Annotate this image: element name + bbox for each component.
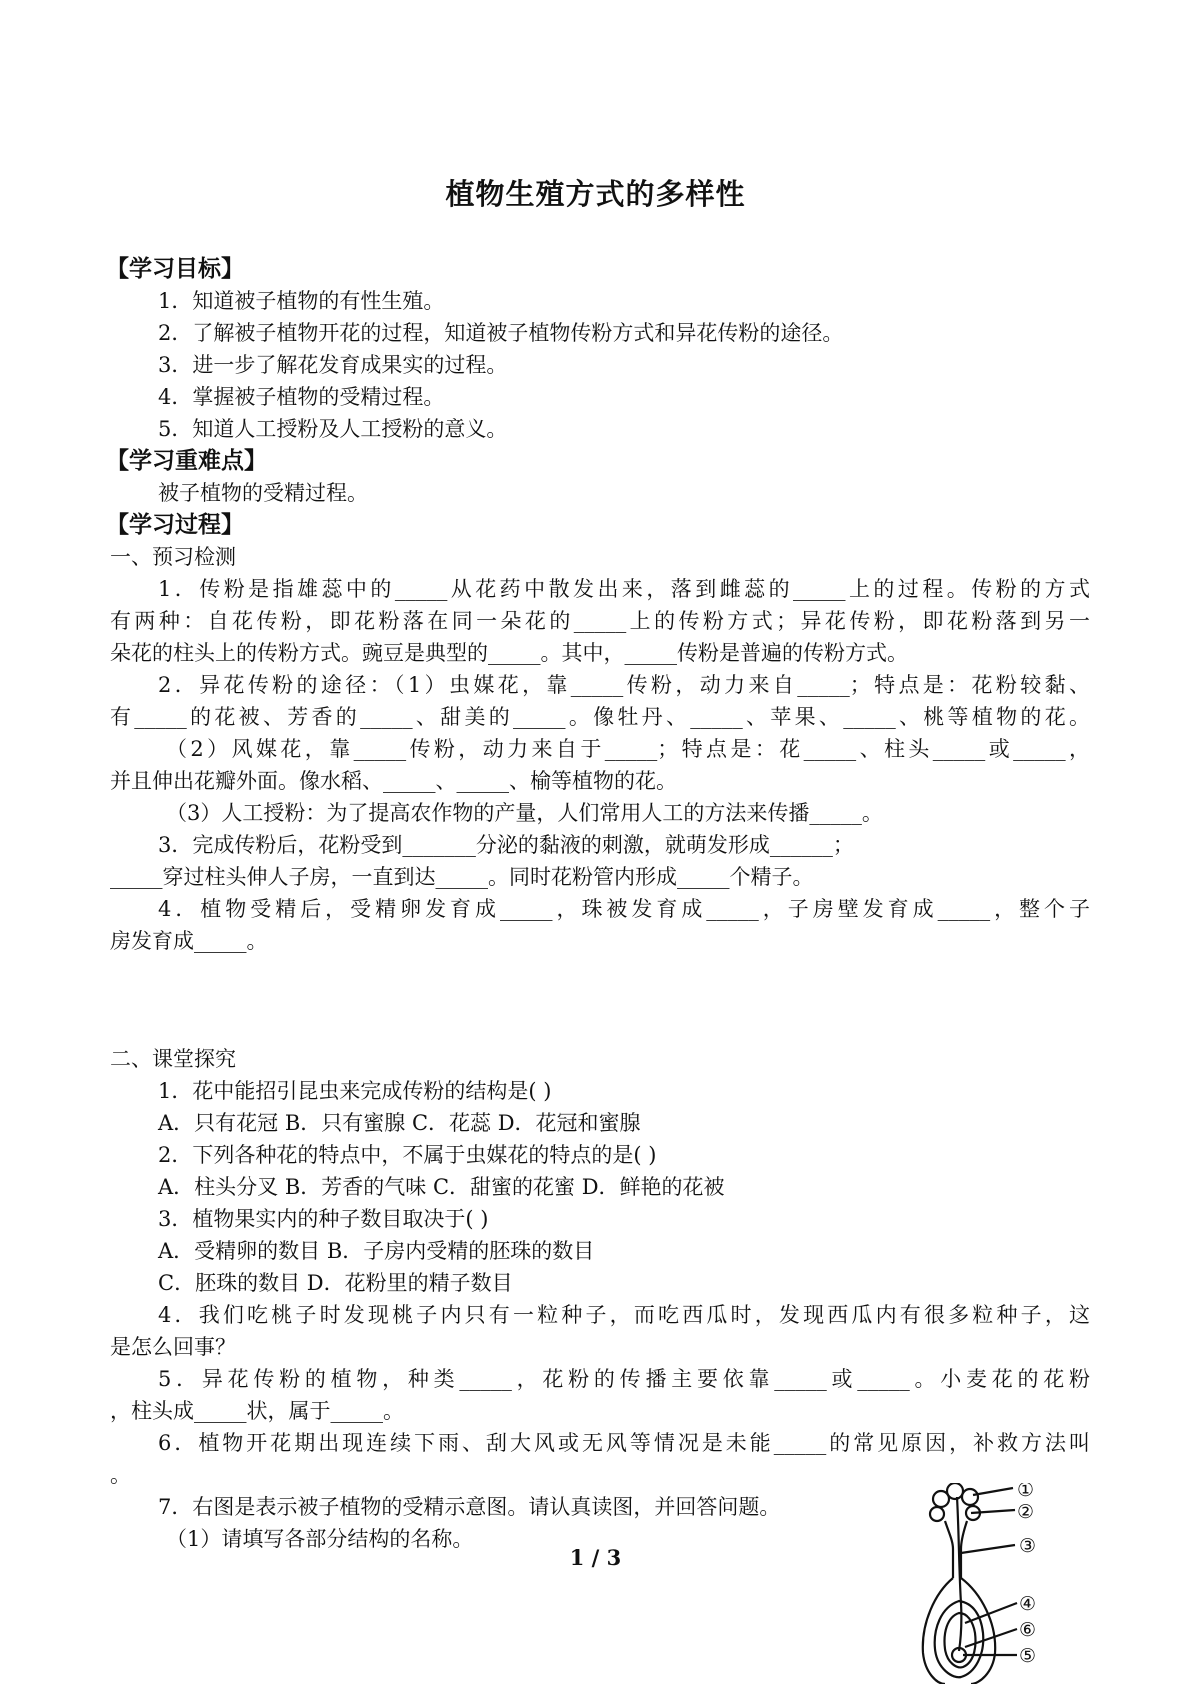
question-line: 6．植物开花期出现连续下雨、刮大风或无风等情况是未能_____的常见原因，补救方法叫 [158, 1431, 1090, 1455]
question-line: 房发育成_____。 [110, 929, 268, 953]
stigma-lobe [930, 1507, 944, 1521]
key-point-text: 被子植物的受精过程。 [158, 481, 368, 505]
question-line: （2）风媒花，靠_____传粉，动力来自于_____；特点是：花_____、柱头_____或_____， [166, 737, 1090, 761]
section-heading-key: 【学习重难点】 [106, 448, 267, 474]
part2-heading: 二、课堂探究 [110, 1047, 236, 1071]
question-line: 5．异花传粉的植物，种类_____，花粉的传播主要依靠_____或_____。小麦花的花粉 [158, 1367, 1090, 1391]
fertilization-diagram [915, 1483, 1085, 1684]
option-line: A．柱头分叉 B．芳香的气味 C．甜蜜的花蜜 D．鲜艳的花被 [158, 1175, 725, 1199]
goal-item: 4．掌握被子植物的受精过程。 [158, 385, 445, 409]
question-line: 2．下列各种花的特点中，不属于虫媒花的特点的是( ) [158, 1143, 657, 1167]
stigma-lobe [947, 1483, 963, 1499]
question-line: 有_____的花被、芳香的_____、甜美的_____。像牡丹、_____、苹果、_____、桃等植物的花。 [110, 705, 1090, 729]
document-body [106, 253, 1090, 1555]
question-line: 3．完成传粉后，花粉受到_______分泌的黏液的刺激，就萌发形成______； [158, 833, 854, 857]
option-line: C．胚珠的数目 D．花粉里的精子数目 [158, 1271, 513, 1295]
question-line: 有两种：自花传粉，即花粉落在同一朵花的_____上的传粉方式；异花传粉，即花粉落到另一 [110, 609, 1090, 633]
diagram-label: ⑥ [1019, 1619, 1037, 1641]
leader-line [973, 1488, 1013, 1495]
pollen-tube [957, 1497, 961, 1651]
question-line: 2．异花传粉的途径：（1）虫媒花，靠_____传粉，动力来自_____；特点是：花粉较黏、 [158, 673, 1090, 697]
question-line: 朵花的柱头上的传粉方式。豌豆是典型的_____。其中，_____传粉是普遍的传粉方式。 [110, 641, 908, 665]
question-line: 4．植物受精后，受精卵发育成_____，珠被发育成_____，子房壁发育成_____，整个子 [158, 897, 1090, 921]
option-line: A．只有花冠 B．只有蜜腺 C．花蕊 D．花冠和蜜腺 [158, 1111, 641, 1135]
page-title: 植物生殖方式的多样性 [445, 177, 746, 211]
question-line: 7．右图是表示被子植物的受精示意图。请认真读图，并回答问题。 [158, 1495, 781, 1519]
question-line: ，柱头成_____状，属于_____。 [110, 1399, 404, 1423]
leader-line [971, 1510, 1015, 1513]
leader-line [965, 1629, 1017, 1647]
diagram-label: ③ [1019, 1535, 1037, 1557]
diagram-label: ① [1017, 1483, 1035, 1501]
diagram-label: ⑤ [1019, 1645, 1037, 1667]
goal-item: 3．进一步了解花发育成果实的过程。 [158, 353, 508, 377]
question-line: 1．传粉是指雄蕊中的_____从花药中散发出来，落到雌蕊的_____上的过程。传粉的方式 [158, 577, 1090, 601]
question-line: （1）请填写各部分结构的名称。 [166, 1527, 474, 1551]
part1-heading: 一、预习检测 [110, 545, 236, 569]
goal-item: 5．知道人工授粉及人工授粉的意义。 [158, 417, 508, 441]
goal-item: 1．知道被子植物的有性生殖。 [158, 289, 445, 313]
question-line: 4．我们吃桃子时发现桃子内只有一粒种子，而吃西瓜时，发现西瓜内有很多粒种子，这 [158, 1303, 1090, 1327]
section-heading-goals: 【学习目标】 [106, 256, 244, 282]
page-number: 1 / 3 [569, 1545, 622, 1570]
question-line: 是怎么回事？ [110, 1335, 236, 1359]
question-line: 3．植物果实内的种子数目取决于( ) [158, 1207, 489, 1231]
ovary-outline [961, 1578, 995, 1684]
option-line: A．受精卵的数目 B．子房内受精的胚珠的数目 [158, 1239, 595, 1263]
ovary-outline [923, 1578, 953, 1684]
diagram-label: ② [1017, 1501, 1035, 1523]
question-line: 。 [110, 1463, 131, 1487]
goal-item: 2．了解被子植物开花的过程，知道被子植物传粉方式和异花传粉的途径。 [158, 321, 844, 345]
question-line: 并且伸出花瓣外面。像水稻、_____、_____、榆等植物的花。 [110, 769, 677, 793]
stigma-lobe [962, 1489, 978, 1505]
section-heading-process: 【学习过程】 [106, 512, 244, 538]
question-line: （3）人工授粉：为了提高农作物的产量，人们常用人工的方法来传播_____。 [166, 801, 883, 825]
diagram-label: ④ [1019, 1593, 1037, 1615]
question-line: 1．花中能招引昆虫来完成传粉的结构是( ) [158, 1079, 552, 1103]
question-line: _____穿过柱头伸人子房，一直到达_____。同时花粉管内形成_____个精子。 [110, 865, 814, 889]
